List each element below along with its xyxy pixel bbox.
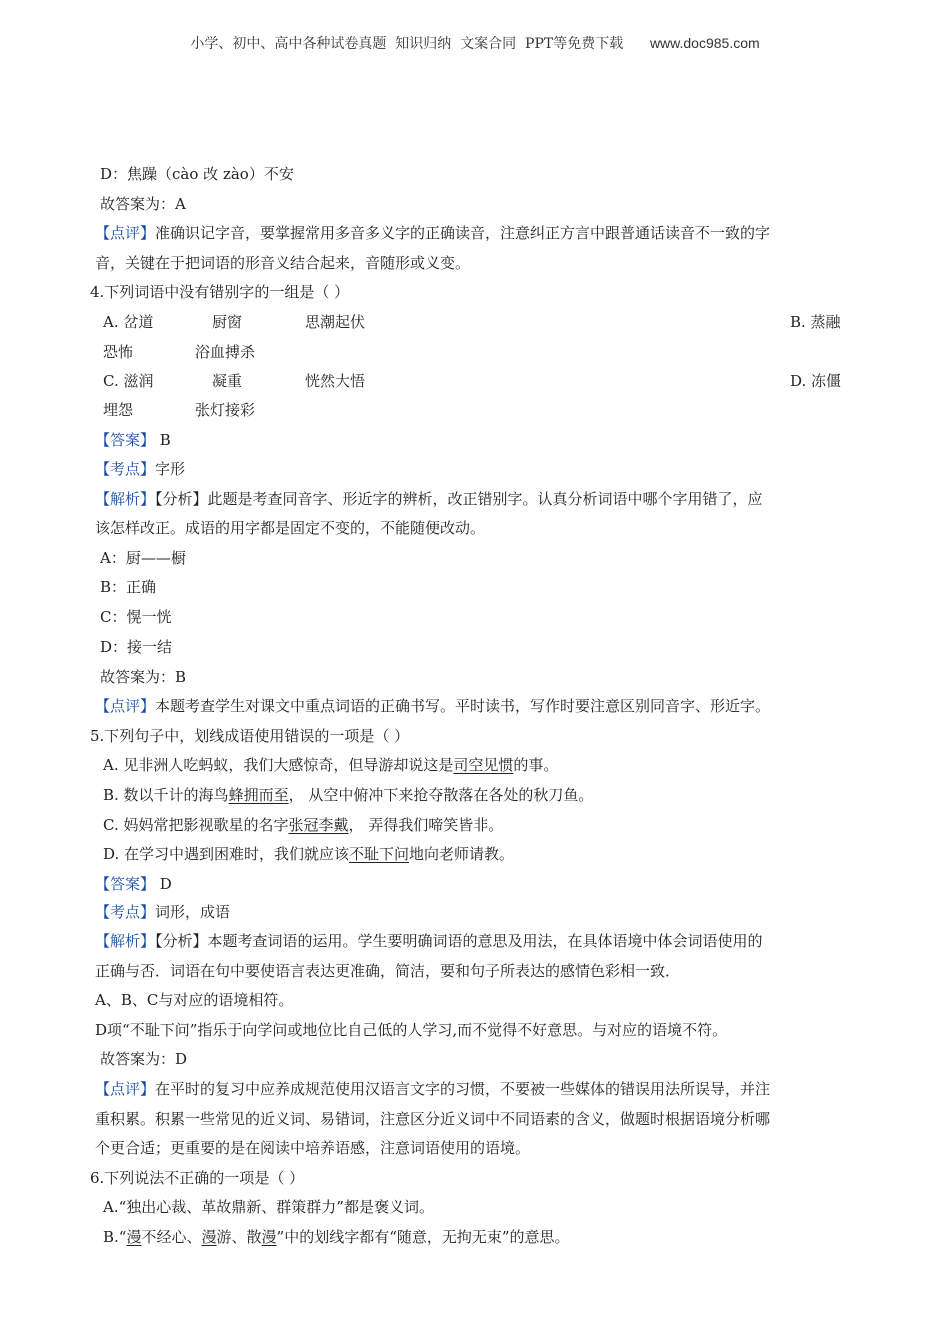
q4-comment [95,696,770,716]
comment-line [95,223,770,243]
analysis-text: 【分析】本题考查词语的运用。学生要明确词语的意思及用法，在具体语境中体会词语使用的 [155,932,763,950]
q4-option-c-word3: 恍然大悟 [305,372,366,390]
q4-analysis-2: 该怎样改正。成语的用字都是固定不变的，不能随便改动。 [95,519,486,537]
option-text-mid: 不经心、 [141,1228,202,1246]
underlined-idiom: 司空见惯 [453,756,514,774]
point-tag: 【考点】 [95,903,156,921]
page-header [0,33,950,53]
q4-option-a-word3: 思潮起伏 [305,313,366,331]
q5-option-d [103,844,514,864]
question-6-stem: 6.下列说法不正确的一项是（ ） [90,1169,305,1187]
q4-option-d-word3: 张灯接彩 [195,401,256,419]
q4-option-c-word2: 凝重 [212,372,243,390]
underlined-char: 漫 [261,1228,277,1246]
q4-point [95,459,185,479]
q5-point [95,902,230,922]
q5-note-d: D项“不耻下问”指乐于向学问或地位比自己低的人学习,而不觉得不好意思。与对应的语境不符。 [95,1021,728,1039]
comment-text: 本题考查学生对课文中重点词语的正确书写。平时读书，写作时要注意区别同音字、形近字。 [155,697,771,715]
option-text-end: 的事。 [513,756,559,774]
q4-final-answer: 故答案为：B [100,668,187,686]
q4-option-b-word2: 恐怖 [103,343,134,361]
option-text-mid: 游、散 [216,1228,262,1246]
option-text: B.“ [103,1228,127,1246]
option-text-end: ， 弄得我们啼笑皆非。 [348,816,504,834]
q4-note-b: B：正确 [100,578,157,596]
q4-answer [95,430,171,450]
q4-note-c: C：愰一恍 [100,608,172,626]
underlined-char: 漫 [126,1228,142,1246]
q5-option-a [103,755,558,775]
comment-tag: 【点评】 [95,697,156,715]
underlined-idiom: 张冠李戴 [288,816,349,834]
analysis-tag: 【解析】 [95,490,156,508]
q4-option-b-word3: 浴血搏杀 [195,343,256,361]
header-url[interactable]: www.doc985.com [649,35,760,51]
q4-option-a: A. 岔道 [103,313,154,331]
header-text: 小学、初中、高中各种试卷真题 知识归纳 文案合同 PPT等免费下载 [190,36,624,52]
answer-value: B [159,431,171,449]
q4-analysis [95,489,763,509]
q5-comment-2: 重积累。积累一些常见的近义词、易错词，注意区分近义词中不同语素的含义，做题时根据语境分析哪 [95,1110,771,1128]
point-tag: 【考点】 [95,460,156,478]
q4-note-a: A：厨——橱 [100,549,186,567]
q5-comment-3: 个更合适；更重要的是在阅读中培养语感，注意词语使用的语境。 [95,1139,531,1157]
underlined-idiom: 不耻下问 [349,845,410,863]
comment-tag: 【点评】 [95,1080,156,1098]
option-text-end: 地向老师请教。 [409,845,515,863]
q4-note-d: D：接一结 [100,638,173,656]
comment-line-2: 音，关键在于把词语的形音义结合起来，音随形或义变。 [95,254,471,272]
q4-option-a-word2: 厨窗 [212,313,243,331]
option-text-end: ”中的划线字都有“随意，无拘无束”的意思。 [276,1228,570,1246]
underlined-char: 漫 [201,1228,217,1246]
q5-analysis-2: 正确与否．词语在句中要使语言表达更准确，简洁，要和句子所表达的感情色彩相一致． [95,962,681,980]
final-answer: 故答案为：A [100,195,186,213]
q4-option-b: B. 蒸融 [790,313,841,331]
q5-analysis [95,931,763,951]
answer-tag: 【答案】 [95,875,156,893]
question-5-stem: 5.下列句子中，划线成语使用错误的一项是（ ） [90,727,410,745]
option-text: B. 数以千计的海鸟 [103,786,229,804]
q6-option-b [103,1227,570,1247]
option-d-note: D：焦躁（cào 改 zào）不安 [100,165,294,183]
point-value: 字形 [155,460,186,478]
point-value: 词形，成语 [155,903,231,921]
comment-text: 在平时的复习中应养成规范使用汉语言文字的习惯，不要被一些媒体的错误用法所误导，并注 [155,1080,771,1098]
q5-option-b [103,785,593,805]
q4-option-c: C. 滋润 [103,372,154,390]
q5-answer [95,874,172,894]
underlined-idiom: 蜂拥而至 [228,786,289,804]
q5-comment [95,1079,770,1099]
q4-option-d: D. 冻僵 [790,372,842,390]
option-text: C. 妈妈常把影视歌星的名字 [103,816,289,834]
option-text: D. 在学习中遇到困难时，我们就应该 [103,845,350,863]
comment-tag: 【点评】 [95,224,156,242]
option-text: A. 见非洲人吃蚂蚁，我们大感惊奇，但导游却说这是 [103,756,454,774]
answer-tag: 【答案】 [95,431,156,449]
q4-option-d-word2: 埋怨 [103,401,134,419]
comment-text: 准确识记字音，要掌握常用多音多义字的正确读音，注意纠正方言中跟普通话读音不一致的字 [155,224,771,242]
q5-note-abc: A、B、C与对应的语境相符。 [95,991,294,1009]
option-text-end: ， 从空中俯冲下来抢夺散落在各处的秋刀鱼。 [288,786,594,804]
q5-option-c [103,815,503,835]
question-4-stem: 4.下列词语中没有错别字的一组是（ ） [90,283,350,301]
analysis-tag: 【解析】 [95,932,156,950]
q6-option-a: A.“独出心裁、革故鼎新、群策群力”都是褒义词。 [103,1198,434,1216]
answer-value: D [159,875,172,893]
q5-final-answer: 故答案为：D [100,1050,188,1068]
analysis-text: 【分析】此题是考查同音字、形近字的辨析，改正错别字。认真分析词语中哪个字用错了，应 [155,490,763,508]
